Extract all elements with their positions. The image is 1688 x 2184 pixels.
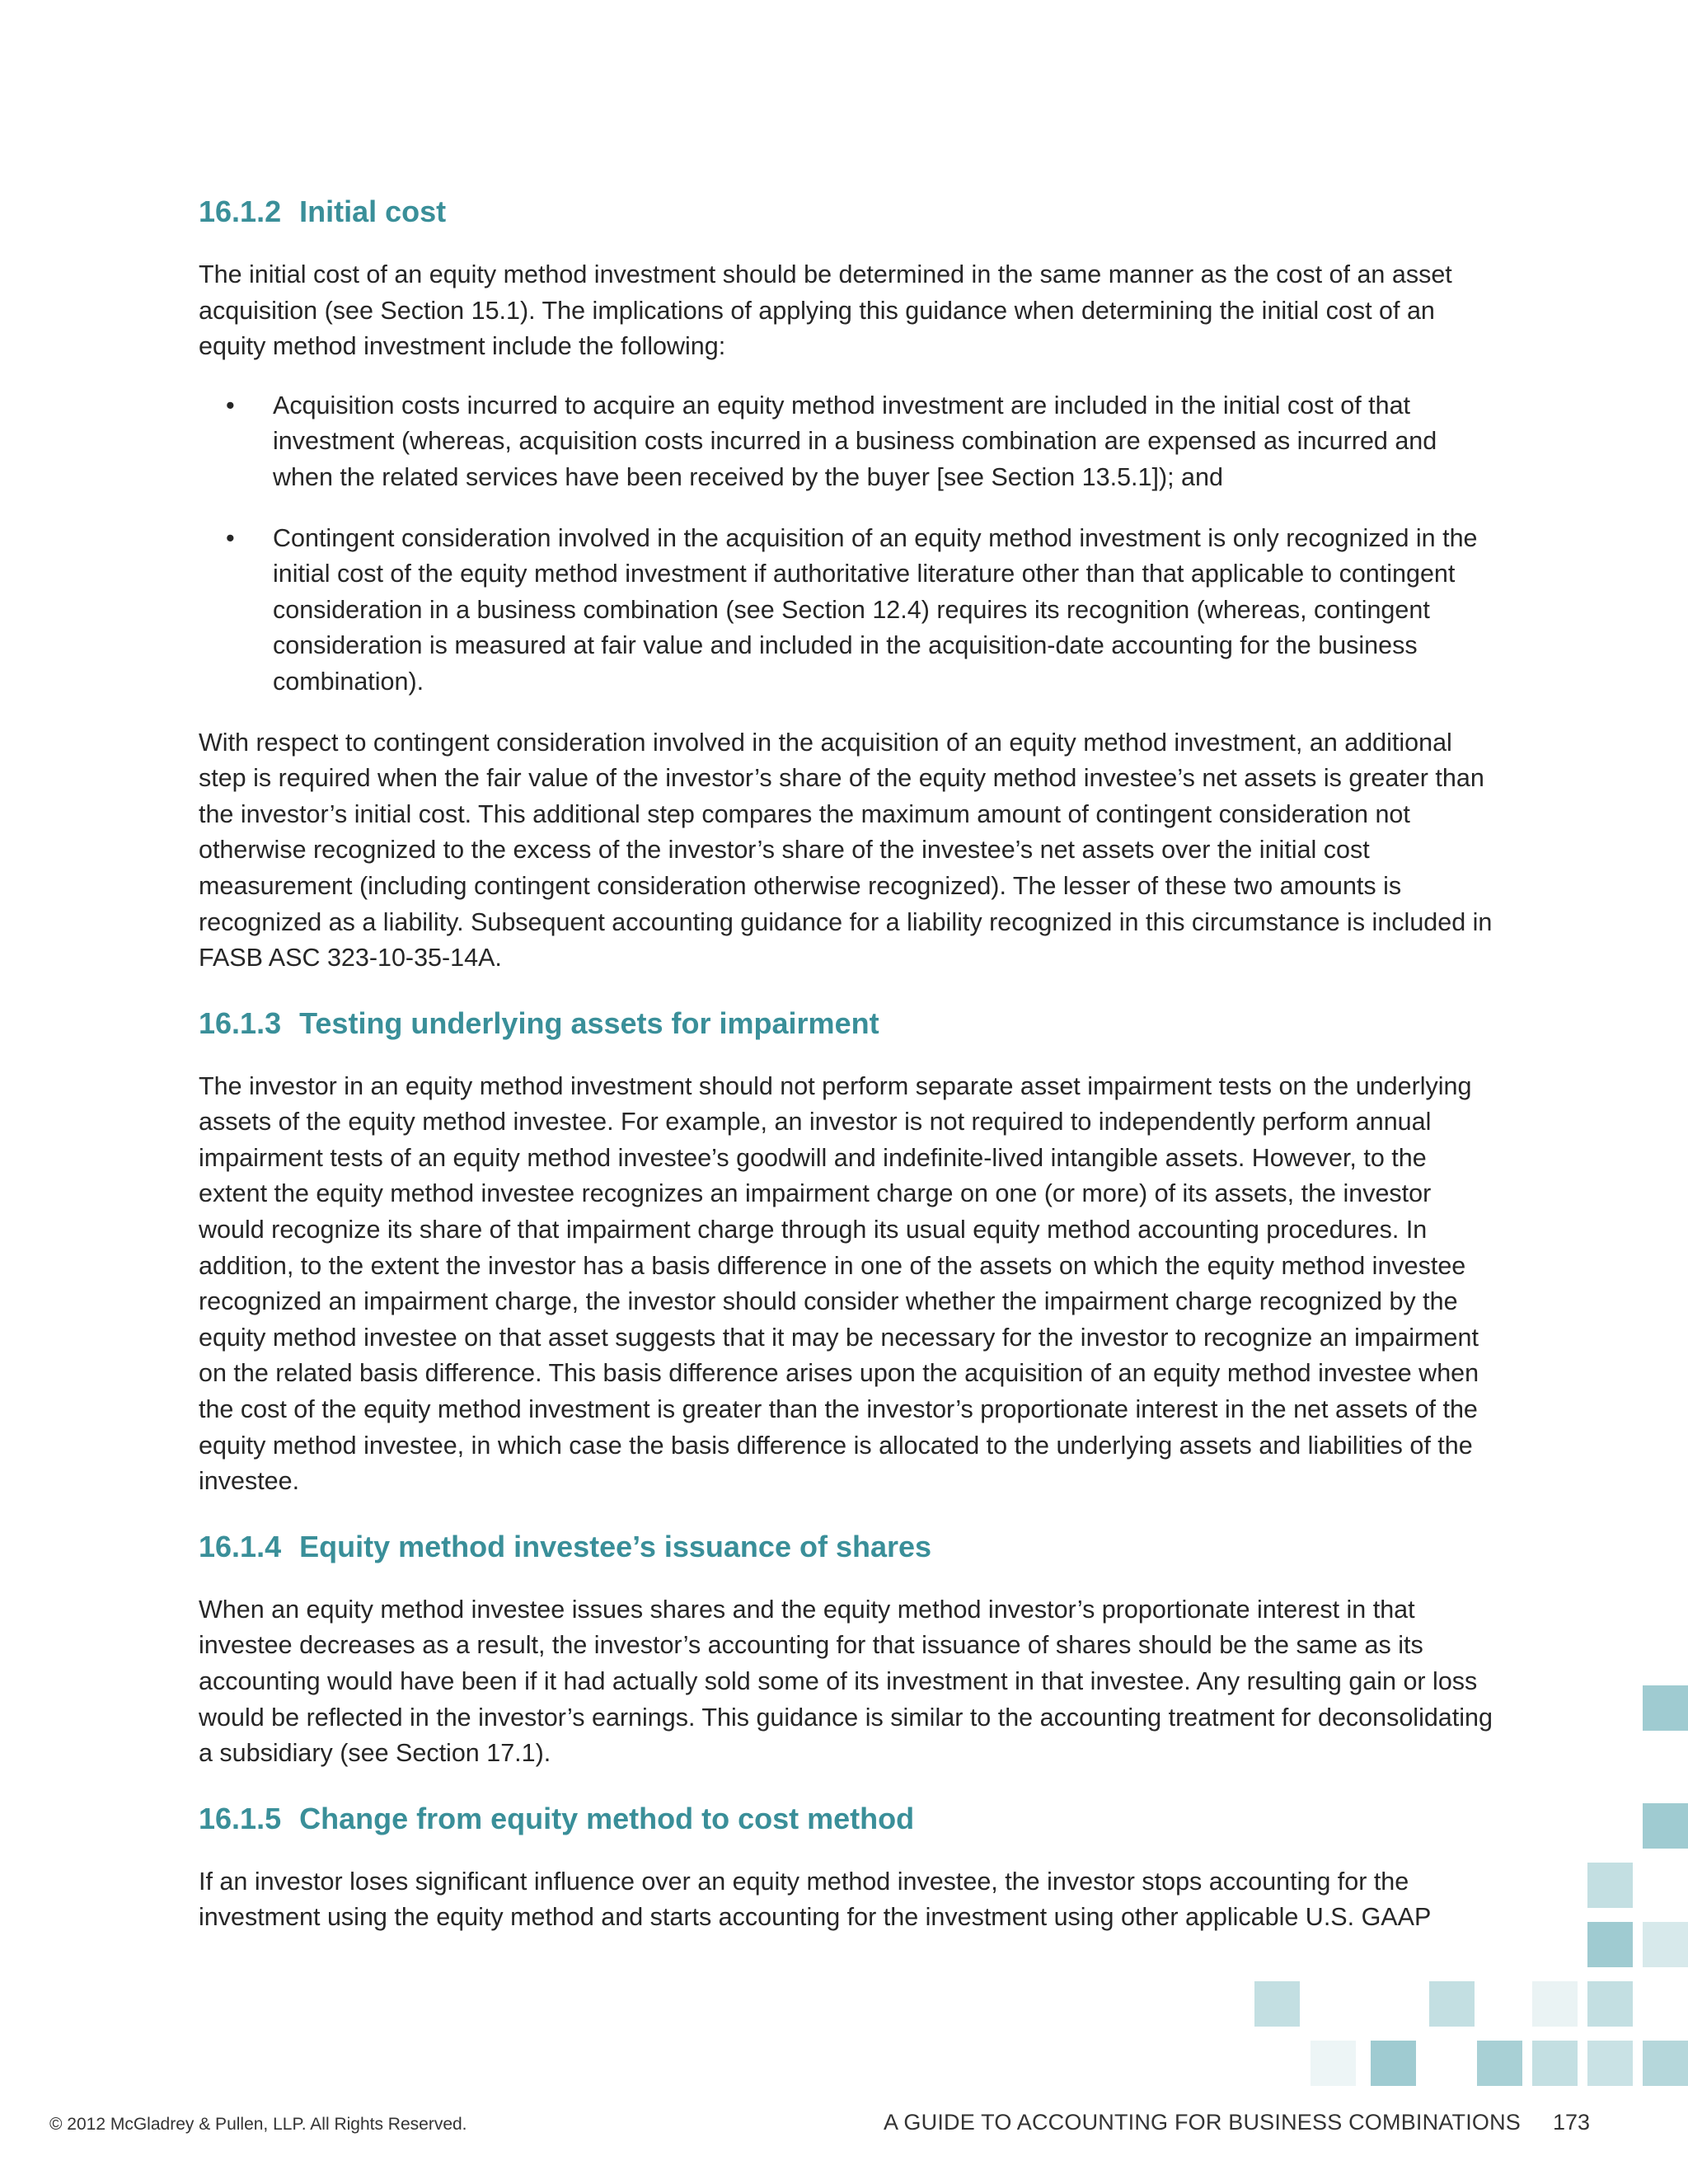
page-number: 173 <box>1553 2110 1591 2135</box>
decor-square <box>1532 1981 1578 2027</box>
page-body <box>199 188 1493 1959</box>
decor-square <box>1587 1863 1633 1908</box>
list-item: • Contingent consideration involved in the acquisition of an equity method investment is only recognized in the initial cost of the equity method investment if authoritative literature other than that applicable to contingent consideration in a business combination (see Section 12.4) requires its recognition (whereas, contingent consideration is measured at fair value and included in the acquisition-date accounting for the business combination). <box>199 521 1493 701</box>
decor-square <box>1587 1981 1633 2027</box>
decor-square <box>1429 1981 1475 2027</box>
decor-square <box>1254 1981 1300 2027</box>
paragraph: The initial cost of an equity method investment should be determined in the same manner as the cost of an asset acquisition (see Section 15.1). The implications of applying this guidance when determining the initial cost of an equity method investment include the following: <box>199 260 1452 361</box>
decor-square <box>1643 1922 1688 1967</box>
section-heading-impairment <box>199 1000 1493 1047</box>
section-number: 16.1.2 <box>199 194 282 228</box>
decor-square <box>1532 2041 1578 2086</box>
section-number: 16.1.3 <box>199 1005 282 1040</box>
footer-book-title: A GUIDE TO ACCOUNTING FOR BUSINESS COMBINATIONS <box>884 2110 1522 2135</box>
bullet-list <box>199 388 1493 701</box>
section-heading-issuance-of-shares <box>199 1523 1493 1571</box>
section-number: 16.1.4 <box>199 1529 282 1563</box>
decor-square <box>1643 1803 1688 1849</box>
decor-square <box>1643 1685 1688 1731</box>
paragraph: When an equity method investee issues shares and the equity method investor’s proportionate interest in that investee decreases as a result, the investor’s accounting for that issuance of shares should be the same as its accounting would have been if it had actually sold some of its investment in that investee. Any resulting gain or loss would be reflected in the investor’s earnings. This guidance is similar to the accounting treatment for deconsolidating a subsidiary (see Section 17.1). <box>199 1595 1493 1768</box>
decor-square <box>1587 2041 1633 2086</box>
paragraph: The investor in an equity method investment should not perform separate asset impairment tests on the underlying assets of the equity method investee. For example, an investor is not required to independently perform annual impairment tests of an equity method investee’s goodwill and indefinite-lived intangible assets. However, to the extent the equity method investee recognizes an impairment charge on one (or more) of its assets, the investor would recognize its share of that impairment charge through its usual equity method accounting procedures. In addition, to the extent the investor has a basis difference in one of the assets on which the equity method investee recognized an impairment charge, the investor should consider whether the impairment charge recognized by the equity method investee on that asset suggests that it may be necessary for the investor to recognize an impairment on the related basis difference. This basis difference arises upon the acquisition of an equity method investee when the cost of the equity method investment is greater than the investor’s proportionate interest in the net assets of the equity method investee, in which case the basis difference is allocated to the underlying assets and liabilities of the investee. <box>199 1071 1479 1496</box>
section-heading-initial-cost <box>199 188 1493 236</box>
section-title: Equity method investee’s issuance of shares <box>299 1529 932 1563</box>
paragraph: If an investor loses significant influence over an equity method investee, the investor stops accounting for the investment using the equity method and starts accounting for the investment using other applicable U.S. GAAP <box>199 1867 1432 1932</box>
section-number: 16.1.5 <box>199 1801 282 1835</box>
decor-square <box>1311 2041 1356 2086</box>
paragraph: With respect to contingent consideration involved in the acquisition of an equity method investment, an additional step is required when the fair value of the investor’s share of the equity method investee’s net assets is greater than the investor’s initial cost. This additional step compares the maximum amount of contingent consideration not otherwise recognized to the excess of the investor’s share of the investee’s net assets over the initial cost measurement (including contingent consideration otherwise recognized). The lesser of these two amounts is recognized as a liability. Subsequent accounting guidance for a liability recognized in this circumstance is included in FASB ASC 323-10-35-14A. <box>199 728 1493 972</box>
decor-square <box>1371 2041 1416 2086</box>
decor-square <box>1643 2041 1688 2086</box>
footer-copyright: © 2012 McGladrey & Pullen, LLP. All Rights Reserved. <box>49 2115 467 2134</box>
section-heading-change-to-cost-method <box>199 1795 1493 1843</box>
list-item: • Acquisition costs incurred to acquire an equity method investment are included in the initial cost of that investment (whereas, acquisition costs incurred in a business combination are expensed as incurred and when the related services have been received by the buyer [see Section 13.5.1]); and <box>199 388 1493 496</box>
decor-square <box>1477 2041 1522 2086</box>
section-title: Initial cost <box>299 194 447 228</box>
decor-square <box>1587 1922 1633 1967</box>
section-title: Change from equity method to cost method <box>299 1801 915 1835</box>
section-title: Testing underlying assets for impairment <box>299 1005 879 1040</box>
